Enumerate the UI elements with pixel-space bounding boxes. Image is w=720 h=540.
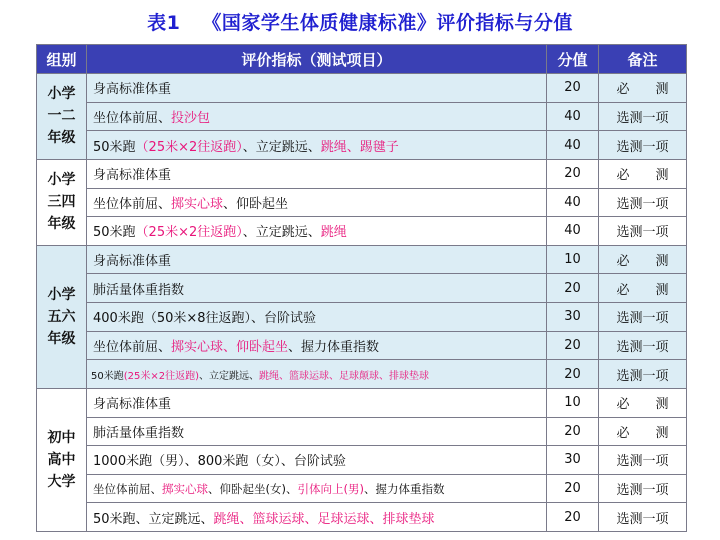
item-text: 50米跑: [93, 225, 136, 241]
item-text: 、立定跳远、: [199, 370, 260, 382]
table-row: [37, 360, 687, 389]
item-cell: [87, 417, 547, 446]
item-cell: [87, 102, 547, 131]
note-cell: 选测一项: [599, 474, 687, 503]
item-highlight-text: (25米×2往返跑): [123, 370, 200, 382]
item-text: 肺活量体重指数: [93, 282, 185, 298]
item-highlight-text: 掷实心球: [171, 196, 224, 212]
group-label-line: 年级: [47, 216, 76, 233]
group-label-line: 初中: [47, 429, 76, 446]
table-row: [37, 102, 687, 131]
score-cell: 20: [547, 274, 599, 303]
item-highlight-text: 跳绳、踢毽子: [320, 139, 399, 155]
note-cell: 选测一项: [599, 102, 687, 131]
group-label-line: 五六: [47, 308, 76, 325]
table-row: [37, 446, 687, 475]
score-cell: 40: [547, 217, 599, 246]
item-text: 400米跑（50米×8往返跑）、台阶试验: [93, 311, 317, 327]
header-group: 组别: [37, 45, 87, 74]
group-label-line: 小学: [47, 172, 76, 189]
score-cell: 10: [547, 388, 599, 417]
item-text: 、握力体重指数: [363, 481, 445, 496]
group-label: [37, 159, 87, 245]
item-highlight-text: 掷实心球、仰卧起坐: [171, 339, 289, 355]
note-cell: 选测一项: [599, 331, 687, 360]
group-label-line: 年级: [47, 330, 76, 347]
table-row: [37, 131, 687, 160]
header-item: 评价指标（测试项目）: [87, 45, 547, 74]
item-cell: [87, 245, 547, 274]
item-text: 身高标准体重: [93, 82, 172, 98]
item-text: 、立定跳远、: [242, 225, 321, 241]
score-cell: 30: [547, 303, 599, 332]
table-body: [37, 74, 687, 532]
table-row: [37, 274, 687, 303]
note-cell: 必 测: [599, 274, 687, 303]
group-label-line: 三四: [47, 194, 76, 211]
item-text: 、握力体重指数: [288, 339, 380, 355]
item-cell: [87, 303, 547, 332]
item-cell: [87, 131, 547, 160]
group-label-line: 大学: [47, 473, 76, 490]
note-cell: 必 测: [599, 159, 687, 188]
table-row: [37, 217, 687, 246]
item-highlight-text: 掷实心球: [162, 481, 208, 496]
score-cell: 40: [547, 188, 599, 217]
score-cell: 40: [547, 131, 599, 160]
item-cell: [87, 188, 547, 217]
item-highlight-text: 投沙包: [171, 110, 211, 126]
item-text: 身高标准体重: [93, 397, 172, 413]
item-text: 身高标准体重: [93, 254, 172, 270]
group-label: [37, 245, 87, 388]
table-row: [37, 303, 687, 332]
item-text: 50米跑: [93, 139, 136, 155]
table-number: 表1: [147, 12, 181, 34]
item-cell: [87, 360, 547, 389]
item-highlight-text: 跳绳、篮球运球、足球颠球、排球垫球: [259, 370, 430, 382]
group-label-line: 一二: [47, 108, 76, 125]
item-cell: [87, 159, 547, 188]
item-cell: [87, 74, 547, 103]
item-cell: [87, 331, 547, 360]
note-cell: 选测一项: [599, 503, 687, 532]
note-cell: 选测一项: [599, 188, 687, 217]
table-row: [37, 159, 687, 188]
item-text: 坐位体前屈、: [93, 196, 172, 212]
item-highlight-text: 跳绳、篮球运球、足球运球、排球垫球: [213, 511, 435, 527]
group-label: [37, 388, 87, 531]
item-cell: [87, 446, 547, 475]
table-row: [37, 188, 687, 217]
group-label-line: 高中: [47, 451, 76, 468]
item-highlight-text: （25米×2往返跑）: [135, 225, 243, 241]
score-cell: 10: [547, 245, 599, 274]
note-cell: 必 测: [599, 245, 687, 274]
header-row: [37, 45, 687, 74]
item-text: 50米跑: [91, 370, 124, 382]
score-cell: 30: [547, 446, 599, 475]
item-highlight-text: 跳绳: [320, 225, 347, 241]
note-cell: 选测一项: [599, 360, 687, 389]
score-cell: 20: [547, 331, 599, 360]
group-label-line: 小学: [47, 86, 76, 103]
score-cell: 20: [547, 503, 599, 532]
note-cell: 选测一项: [599, 217, 687, 246]
group-label: [37, 74, 87, 160]
item-text: 50米跑、立定跳远、: [93, 511, 214, 527]
note-cell: 必 测: [599, 417, 687, 446]
table-row: [37, 417, 687, 446]
item-text: 坐位体前屈、: [93, 110, 172, 126]
table-row: [37, 503, 687, 532]
score-cell: 40: [547, 102, 599, 131]
table-row: [37, 245, 687, 274]
header-note: 备注: [599, 45, 687, 74]
header-score: 分值: [547, 45, 599, 74]
item-text: 坐位体前屈、: [93, 481, 162, 496]
group-label-line: 年级: [47, 130, 76, 147]
note-cell: 选测一项: [599, 131, 687, 160]
item-cell: [87, 274, 547, 303]
table-row: [37, 74, 687, 103]
item-text: 身高标准体重: [93, 168, 172, 184]
note-cell: 选测一项: [599, 303, 687, 332]
group-label-line: 小学: [47, 286, 76, 303]
item-highlight-text: （25米×2往返跑）: [135, 139, 243, 155]
score-cell: 20: [547, 474, 599, 503]
table-caption: 《国家学生体质健康标准》评价指标与分值: [202, 12, 573, 34]
item-text: 坐位体前屈、: [93, 339, 172, 355]
evaluation-table: [36, 44, 687, 532]
note-cell: 选测一项: [599, 446, 687, 475]
score-cell: 20: [547, 74, 599, 103]
item-cell: [87, 503, 547, 532]
item-cell: [87, 474, 547, 503]
item-cell: [87, 217, 547, 246]
table-row: [37, 474, 687, 503]
note-cell: 必 测: [599, 388, 687, 417]
item-highlight-text: 引体向上(男): [297, 481, 364, 496]
score-cell: 20: [547, 360, 599, 389]
item-text: 、仰卧起坐(女)、: [208, 481, 298, 496]
table-row: [37, 388, 687, 417]
score-cell: 20: [547, 159, 599, 188]
item-text: 1000米跑（男）、800米跑（女）、台阶试验: [93, 454, 346, 470]
score-cell: 20: [547, 417, 599, 446]
table-title: [0, 8, 720, 35]
table-row: [37, 331, 687, 360]
note-cell: 必 测: [599, 74, 687, 103]
item-text: 、仰卧起坐: [223, 196, 289, 212]
item-cell: [87, 388, 547, 417]
item-text: 、立定跳远、: [242, 139, 321, 155]
item-text: 肺活量体重指数: [93, 425, 185, 441]
